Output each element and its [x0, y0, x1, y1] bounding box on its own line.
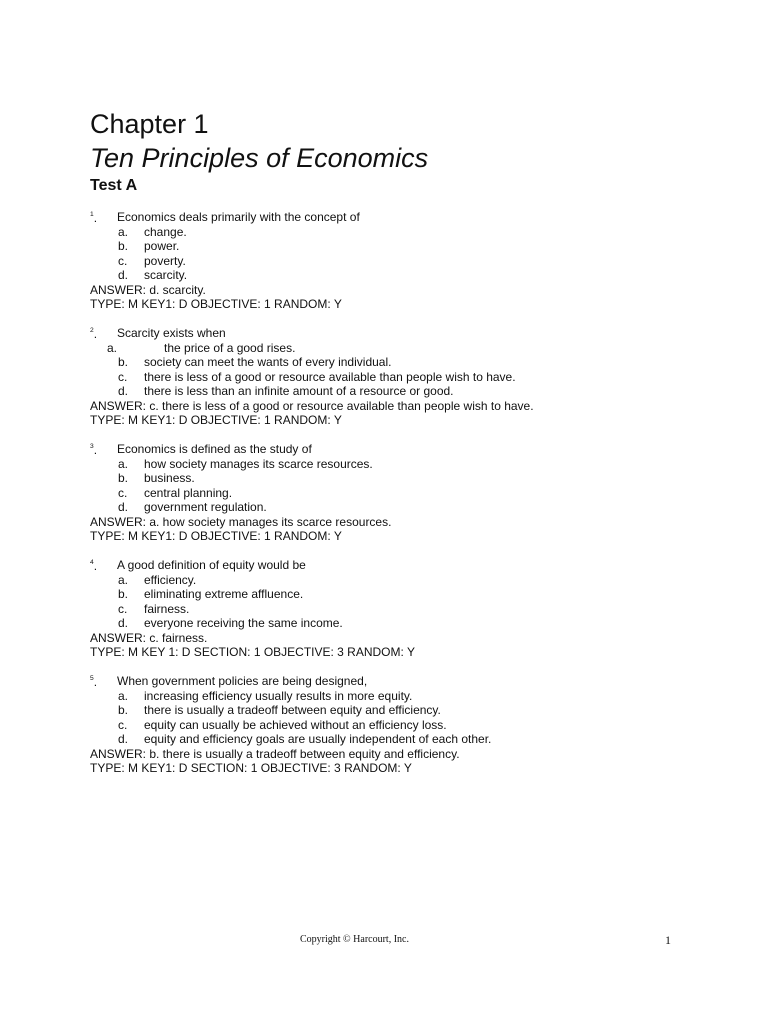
question-4: [90, 558, 710, 660]
question-number: $^1$.: [90, 210, 98, 225]
option-a: a. efficiency.: [118, 572, 197, 587]
answer-line: ANSWER: c. fairness.: [90, 630, 208, 645]
page-number: 1: [665, 933, 671, 947]
question-meta: TYPE: M KEY 1: D SECTION: 1 OBJECTIVE: 3 RANDOM: Y: [90, 645, 415, 659]
option-d: d. everyone receiving the same income.: [118, 616, 343, 630]
option-a: a. increasing efficiency usually results in more equity.: [118, 688, 413, 703]
question-meta: TYPE: M KEY1: D OBJECTIVE: 1 RANDOM: Y: [90, 413, 342, 427]
question-number: $^5$.: [90, 674, 98, 689]
question-5: [90, 674, 710, 776]
question-stem: Scarcity exists when: [117, 326, 226, 340]
question-meta: TYPE: M KEY1: D OBJECTIVE: 1 RANDOM: Y: [90, 297, 342, 311]
answer-line: ANSWER: a. how society manages its scarce resources.: [90, 514, 392, 529]
page-footer: [0, 933, 768, 949]
question-stem: Economics is defined as the study of: [117, 442, 312, 456]
copyright-notice: Copyright © Harcourt, Inc.: [300, 934, 409, 945]
question-number: $^4$.: [90, 558, 98, 573]
option-d: d. there is less than an infinite amount of a resource or good.: [118, 384, 454, 398]
option-b: b. business.: [118, 471, 195, 485]
answer-line: ANSWER: c. there is less of a good or resource available than people wish to have.: [90, 398, 534, 413]
option-a: a. change.: [118, 224, 187, 239]
question-stem: When government policies are being designed,: [117, 674, 368, 688]
chapter-heading: Chapter 1: [90, 109, 209, 139]
chapter-title: Ten Principles of Economics: [90, 143, 429, 173]
question-stem: A good definition of equity would be: [117, 558, 306, 572]
question-1: [90, 210, 710, 312]
answer-line: ANSWER: d. scarcity.: [90, 282, 206, 297]
question-2: [90, 326, 710, 428]
option-c: c. equity can usually be achieved without an efficiency loss.: [118, 717, 447, 732]
option-b: b. there is usually a tradeoff between equity and efficiency.: [118, 703, 441, 717]
option-a: a. the price of a good rises.: [107, 340, 296, 355]
option-c: c. there is less of a good or resource available than people wish to have.: [118, 369, 516, 384]
option-c: c. poverty.: [118, 253, 186, 268]
question-list: [90, 210, 710, 790]
question-meta: TYPE: M KEY1: D SECTION: 1 OBJECTIVE: 3 RANDOM: Y: [90, 761, 412, 775]
question-stem: Economics deals primarily with the concept of: [117, 210, 360, 224]
question-number: $^3$.: [90, 442, 98, 457]
option-b: b. power.: [118, 239, 180, 253]
test-label: Test A: [90, 177, 138, 194]
question-meta: TYPE: M KEY1: D OBJECTIVE: 1 RANDOM: Y: [90, 529, 342, 543]
answer-line: ANSWER: b. there is usually a tradeoff between equity and efficiency.: [90, 746, 460, 761]
option-b: b. society can meet the wants of every individual.: [118, 355, 392, 369]
option-d: d. equity and efficiency goals are usually independent of each other.: [118, 732, 492, 746]
option-d: d. government regulation.: [118, 500, 267, 514]
option-a: a. how society manages its scarce resources.: [118, 456, 373, 471]
question-number: $^2$.: [90, 326, 98, 341]
option-c: c. central planning.: [118, 485, 233, 500]
option-b: b. eliminating extreme affluence.: [118, 587, 304, 601]
option-c: c. fairness.: [118, 601, 190, 616]
option-d: d. scarcity.: [118, 268, 188, 282]
question-3: [90, 442, 710, 544]
